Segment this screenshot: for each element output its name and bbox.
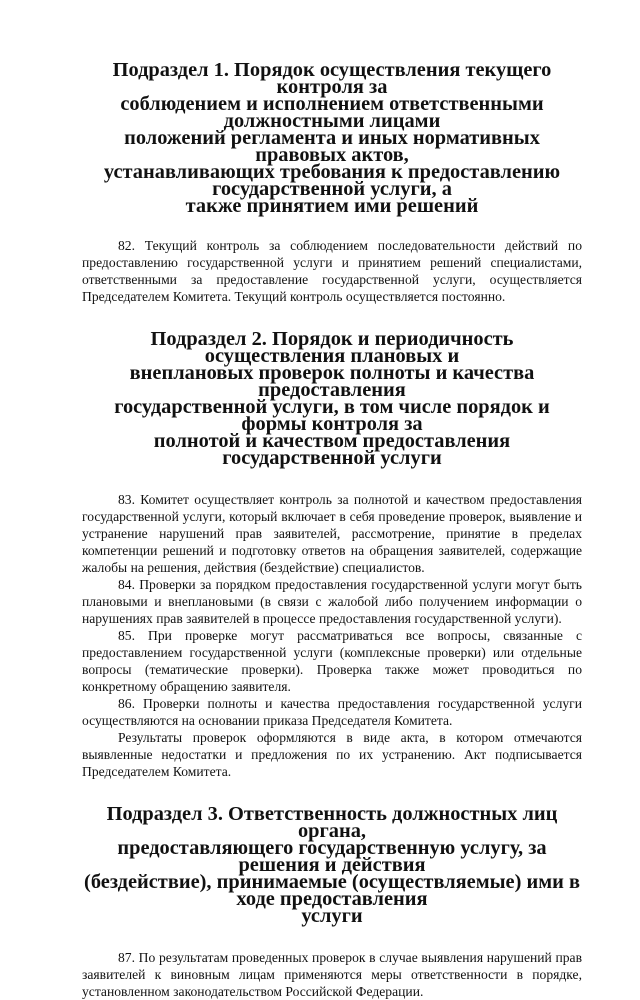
- section-1-heading: [82, 59, 582, 217]
- heading-line: (бездействие), принимаемые (осуществляемые) ими в ходе предоставления: [84, 871, 580, 910]
- spacer: [82, 215, 582, 237]
- section-2-heading: [82, 328, 582, 469]
- heading-line: устанавливающих требования к предоставлению государственной услуги, а: [103, 161, 561, 200]
- heading-line: соблюдением и исполнением ответственными должностными лицами: [120, 93, 544, 132]
- heading-line: внеплановых проверок полноты и качества предоставления: [129, 362, 535, 401]
- paragraph-86: 86. Проверки полноты и качества предоставления государственной услуги осуществляются на основании приказа Председателя Комитета.: [82, 696, 582, 728]
- paragraph-83: 83. Комитет осуществляет контроль за полнотой и качеством предоставления государственной услуги, который включает в себя проведение проверок, выявление и устранение нарушений прав заявителей, рассмотрение, принятие в пределах компетенции решений и подготовку ответов на обращения заявителей, содержащие жалобы на решения, действия (бездействие) специалистов.: [82, 492, 582, 575]
- paragraph-results: Результаты проверок оформляются в виде акта, в котором отмечаются выявленные недостатки и предложения по их устранению. Акт подписывается Председателем Комитета.: [82, 730, 582, 779]
- heading-line: Подраздел 1. Порядок осуществления текущего контроля за: [112, 59, 552, 98]
- spacer: [82, 925, 582, 949]
- heading-line: предоставляющего государственную услугу, за решения и действия: [117, 837, 547, 876]
- heading-line: также принятием ими решений: [185, 195, 479, 217]
- paragraph-85: 85. При проверке могут рассматриваться все вопросы, связанные с предоставлением государственной услуги (комплексные проверки) или отдельные вопросы (тематические проверки). Проверка также может проводиться по конкретному обращению заявителя.: [82, 628, 582, 694]
- spacer: [82, 467, 582, 491]
- heading-line: положений регламента и иных нормативных правовых актов,: [124, 127, 540, 166]
- paragraph-82: 82. Текущий контроль за соблюдением последовательности действий по предоставлению государственной услуги и принятием решений специалистами, ответственными за предоставление государственной услуги, осуществляется Председателем Комитета. Текущий контроль осуществляется постоянно.: [82, 238, 582, 304]
- heading-line: государственной услуги, в том числе порядок и формы контроля за: [114, 396, 550, 435]
- paragraph-84: 84. Проверки за порядком предоставления государственной услуги могут быть плановыми и внеплановыми (в связи с жалобой либо получением информации о нарушениях прав заявителей в процессе предоставления государственной услуги).: [82, 577, 582, 626]
- heading-line: Подраздел 3. Ответственность должностных лиц органа,: [106, 803, 558, 842]
- heading-line: полнотой и качеством предоставления государственной услуги: [153, 430, 511, 469]
- paragraph-87: 87. По результатам проведенных проверок в случае выявления нарушений прав заявителей к виновным лицам применяются меры ответственности в порядке, установленном законодательством Российской Федерации.: [82, 950, 582, 999]
- heading-line: услуги: [301, 905, 363, 927]
- section-3-heading: [82, 803, 582, 927]
- heading-line: Подраздел 2. Порядок и периодичность осуществления плановых и: [150, 328, 514, 367]
